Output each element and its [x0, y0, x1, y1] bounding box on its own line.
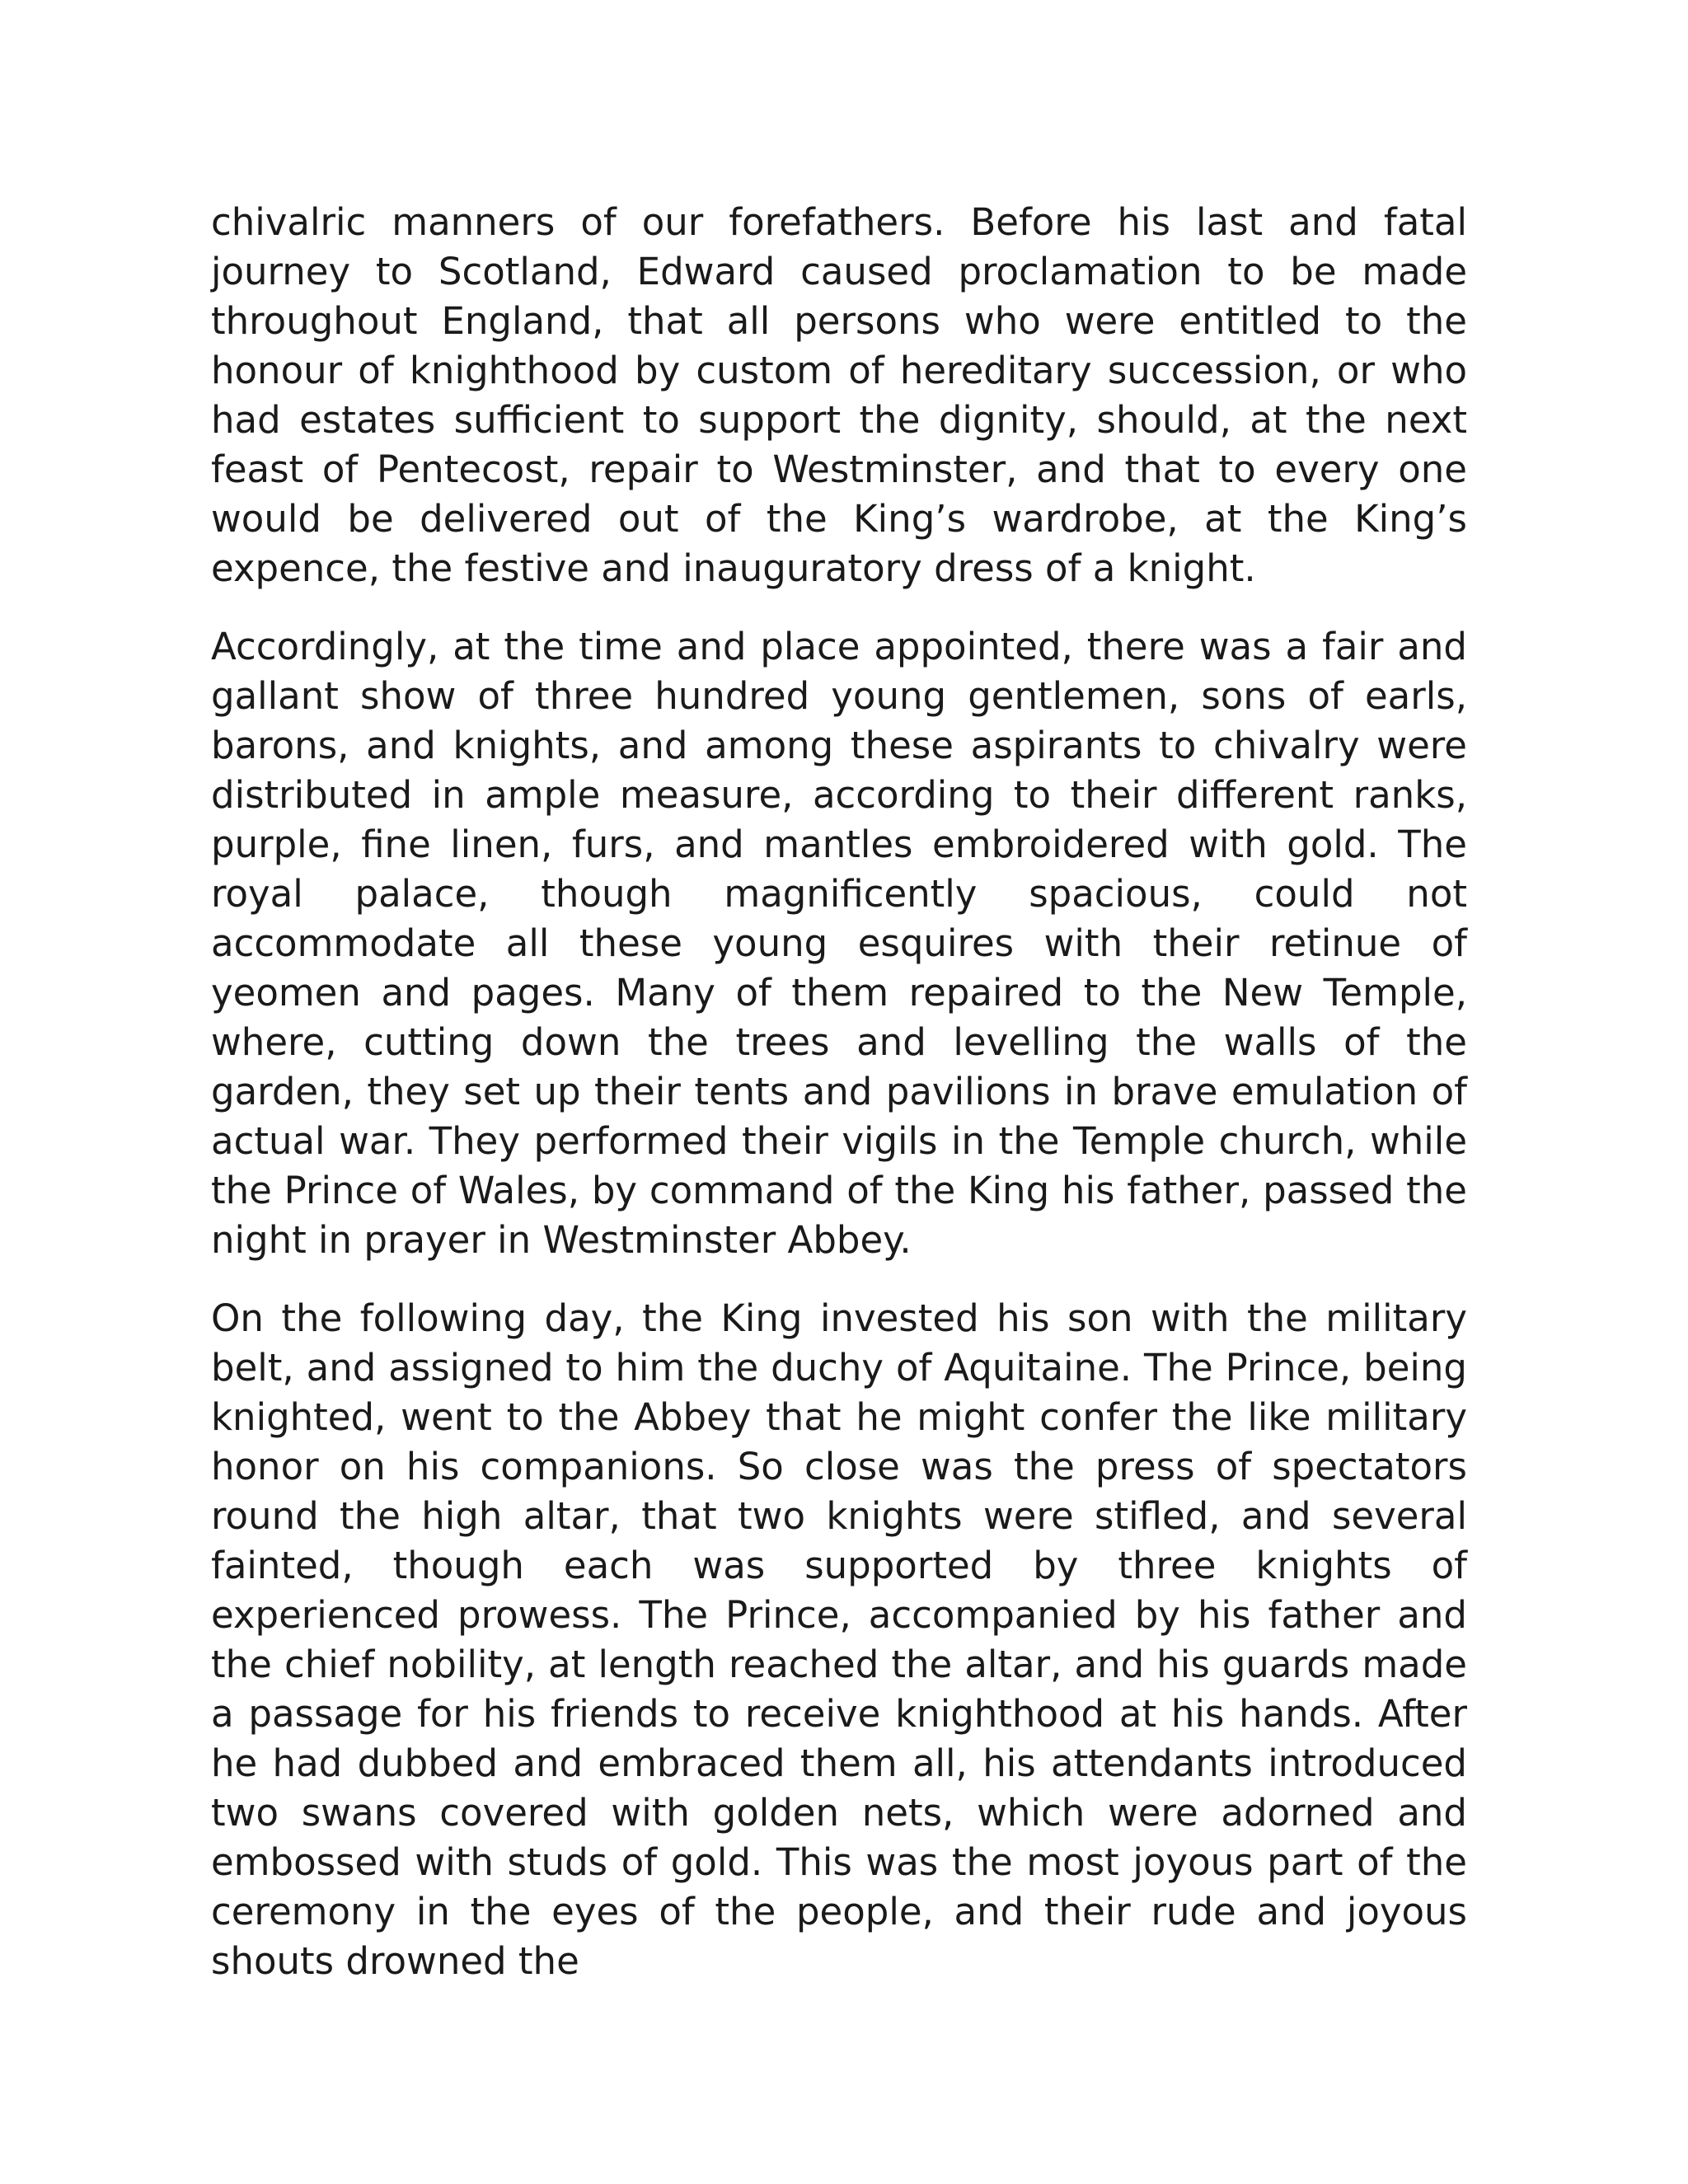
paragraph-1: chivalric manners of our forefathers. Before his last and fatal journey to Scotland, Edward caused proclamation to be made throughout England, that all persons who were entitled to the honour of knighthood by custom of hereditary succession, or who had estates sufficient to support the dignity, should, at the next feast of Pentecost, repair to Westminster, and that to every one would be delivered out of the King’s wardrobe, at the King’s expence, the festive and inauguratory dress of a knight.	[211, 200, 1467, 590]
body-text	[211, 198, 1467, 1986]
paragraph-3: On the following day, the King invested his son with the military belt, and assigned to him the duchy of Aquitaine. The Prince, being knighted, went to the Abbey that he might confer the like military honor on his companions. So close was the press of spectators round the high altar, that two knights were stifled, and several fainted, though each was supported by three knights of experienced prowess. The Prince, accompanied by his father and the chief nobility, at length reached the altar, and his guards made a passage for his friends to receive knighthood at his hands. After he had dubbed and embraced them all, his attendants introduced two swans covered with golden nets, which were adorned and embossed with studs of gold. This was the most joyous part of the ceremony in the eyes of the people, and their rude and joyous shouts drowned the	[211, 1296, 1467, 1983]
paragraph-2: Accordingly, at the time and place appointed, there was a fair and gallant show of three hundred young gentlemen, sons of earls, barons, and knights, and among these aspirants to chivalry were distributed in ample measure, according to their different ranks, purple, fine linen, furs, and mantles embroidered with gold. The royal palace, though magnificently spacious, could not accommodate all these young esquires with their retinue of yeomen and pages. Many of them repaired to the New Temple, where, cutting down the trees and levelling the walls of the garden, they set up their tents and pavilions in brave emulation of actual war. They performed their vigils in the Temple church, while the Prince of Wales, by command of the King his father, passed the night in prayer in Westminster Abbey.	[211, 625, 1467, 1262]
